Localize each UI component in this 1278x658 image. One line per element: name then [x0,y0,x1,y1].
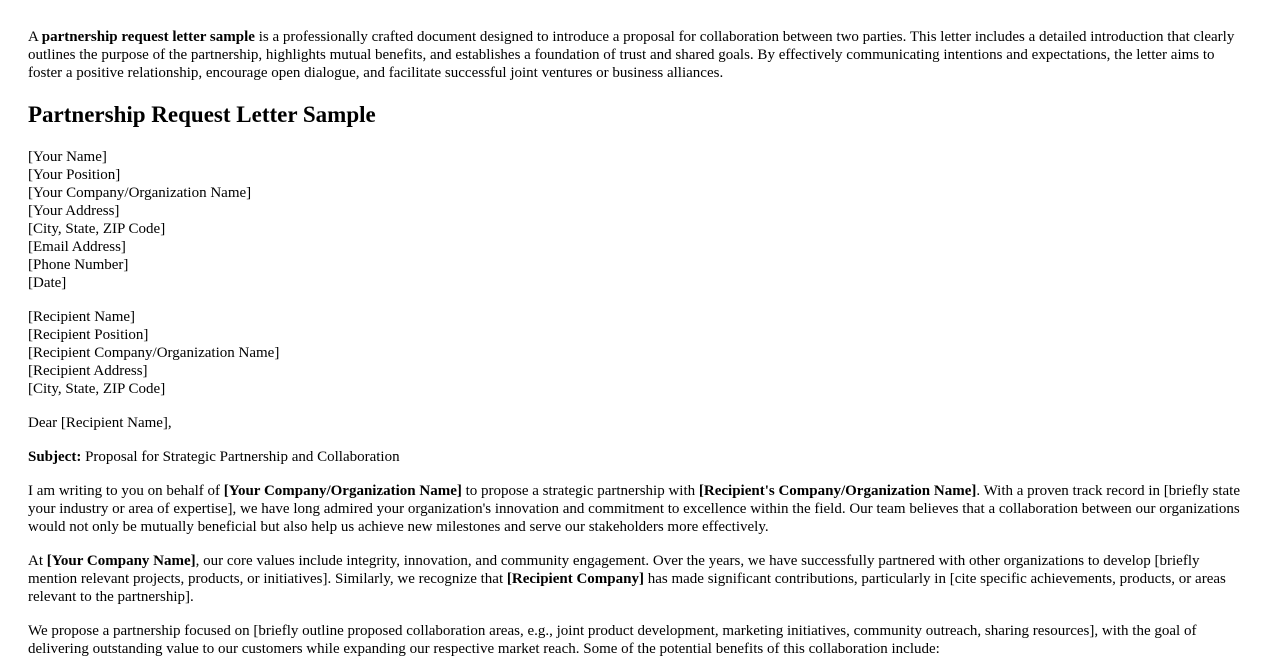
sender-line: [Your Address] [28,203,120,219]
recipient-block [28,308,1250,398]
subject-label: Subject: [28,449,82,465]
para1-bold-d: [Recipient's Company/Organization Name] [698,483,977,499]
salutation: Dear [Recipient Name], [28,415,172,431]
sender-line: [Your Name] [28,149,107,165]
body-paragraph-3: We propose a partnership focused on [briefly outline proposed collaboration areas, e.g., joint product development, marketing initiatives, community outreach, sharing resources], with the goal of delivering outstanding value to our customers while expanding our respective market reach. Some of the potential benefits of this collaboration include: [28,623,1197,657]
recipient-line: [Recipient Name] [28,309,136,325]
sender-line: [Date] [28,275,67,291]
sender-line: [Your Position] [28,167,121,183]
sender-line: [City, State, ZIP Code] [28,221,166,237]
para2-bold-d: [Recipient Company] [506,571,644,587]
intro-prefix: A [28,29,42,45]
para1-text-c: to propose a strategic partnership with [461,483,699,499]
page-title: Partnership Request Letter Sample [28,102,376,127]
recipient-line: [Recipient Company/Organization Name] [28,345,280,361]
body-paragraph-2 [28,552,1250,606]
para2-text-e: has made significant contributions, particularly in [cite specific achievements, products, or areas relevant to the partnership]. [28,571,1226,605]
recipient-line: [Recipient Position] [28,327,149,343]
sender-line: [Your Company/Organization Name] [28,185,252,201]
intro-bold-term: partnership request letter sample [41,29,255,45]
subject-text: Proposal for Strategic Partnership and Collaboration [81,449,400,465]
recipient-line: [Recipient Address] [28,363,148,379]
sender-block [28,148,1250,292]
intro-rest: is a professionally crafted document designed to introduce a proposal for collaboration between two parties. This letter includes a detailed introduction that clearly outlines the purpose of the partnership, highlights mutual benefits, and establishes a foundation of trust and shared goals. By effectively communicating intentions and expectations, the letter aims to foster a positive relationship, encourage open dialogue, and facilitate successful joint ventures or business alliances. [28,29,1235,81]
para1-text-e: . With a proven track record in [briefly state your industry or area of expertise], we have long admired your organization's innovation and commitment to excellence within the field. Our team believes that a collaboration between our organizations would not only be mutually beneficial but also help us achieve new milestones and serve our stakeholders more effectively. [28,483,1240,535]
para1-bold-b: [Your Company/Organization Name] [223,483,462,499]
intro-paragraph [28,28,1250,82]
sender-line: [Phone Number] [28,257,129,273]
para2-text-c: , our core values include integrity, innovation, and community engagement. Over the years, we have successfully partnered with other organizations to develop [briefly mention relevant projects, products, or initiatives]. Similarly, we recognize that [28,553,1200,587]
subject-line [28,448,1250,466]
recipient-line: [City, State, ZIP Code] [28,381,166,397]
para2-text-a: At [28,553,47,569]
body-paragraph-1 [28,482,1250,536]
para1-text-a: I am writing to you on behalf of [28,483,224,499]
sender-line: [Email Address] [28,239,126,255]
para2-bold-b: [Your Company Name] [46,553,196,569]
